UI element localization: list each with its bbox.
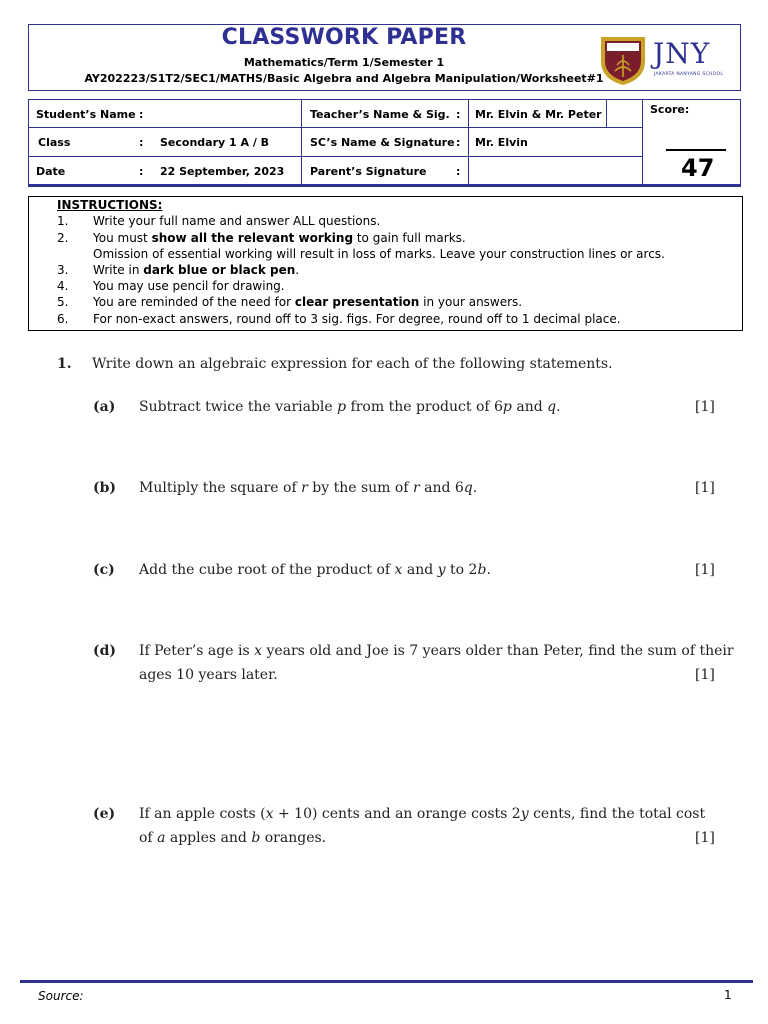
footer-divider xyxy=(20,980,753,983)
worksheet-code: AY202223/S1T2/SEC1/MATHS/Basic Algebra and Algebra Manipulation/Worksheet#1 xyxy=(84,72,604,85)
part-d-label: (d) xyxy=(93,643,117,659)
question-number: 1. xyxy=(57,356,72,372)
part-a-mark: [1] xyxy=(695,399,715,415)
part-b-label: (b) xyxy=(93,480,117,496)
part-e-text-line1: If an apple costs (x + 10) cents and an orange costs 2y cents, find the total cost xyxy=(139,806,706,822)
subject-line: Mathematics/Term 1/Semester 1 xyxy=(243,56,445,69)
source-label: Source: xyxy=(38,989,84,1003)
part-a-label: (a) xyxy=(93,399,116,415)
logo-text: JNY xyxy=(653,37,711,70)
part-d-text-line2: ages 10 years later. xyxy=(139,667,278,683)
colon: : xyxy=(456,136,461,149)
date-label: Date xyxy=(36,165,66,178)
parent-signature-label: Parent’s Signature xyxy=(310,165,427,178)
page-title: CLASSWORK PAPER xyxy=(221,25,467,50)
date-value: 22 September, 2023 xyxy=(160,165,285,178)
part-d-mark: [1] xyxy=(695,667,715,683)
page-number: 1 xyxy=(724,988,732,1002)
instructions-heading: INSTRUCTIONS: xyxy=(57,198,163,212)
colon: : xyxy=(456,108,461,121)
colon: : xyxy=(139,165,144,178)
sc-value: Mr. Elvin xyxy=(475,136,528,149)
school-logo xyxy=(599,31,739,87)
class-label: Class xyxy=(38,136,71,149)
score-value: 47 xyxy=(681,154,715,182)
colon: : xyxy=(139,136,144,149)
part-e-label: (e) xyxy=(93,806,116,822)
part-c-text: Add the cube root of the product of x and y to 2b. xyxy=(139,562,491,578)
part-e-mark: [1] xyxy=(695,830,715,846)
class-value: Secondary 1 A / B xyxy=(160,136,270,149)
logo-subtext: JAKARTA NANYANG SCHOOL xyxy=(654,72,724,77)
question-stem: Write down an algebraic expression for each of the following statements. xyxy=(92,356,613,372)
part-b-mark: [1] xyxy=(695,480,715,496)
student-info-table xyxy=(28,99,741,187)
teacher-label: Teacher’s Name & Sig. xyxy=(310,108,450,121)
colon: : xyxy=(139,108,144,121)
student-name-label: Student’s Name xyxy=(36,108,136,121)
instructions-box: INSTRUCTIONS: 1. Write your full name and answer ALL questions. 2. You must show all the relevant working to gain full marks. Omission of essential working will result in loss of marks. Leave your construction lines or arcs. 3. Write in dark blue or black pen. 4. You may use pencil for drawing. 5. You are reminded of the need for clear presentation in your answers. 6. For non-exact answers, round off to 3 sig. figs. For degree, round off to 1 decimal place. xyxy=(28,196,743,331)
teacher-value: Mr. Elvin & Mr. Peter xyxy=(475,108,602,121)
part-c-mark: [1] xyxy=(695,562,715,578)
part-a-text: Subtract twice the variable p from the product of 6p and q. xyxy=(139,399,561,415)
header-box xyxy=(28,24,741,91)
score-label: Score: xyxy=(650,103,690,116)
part-e-text-line2: of a apples and b oranges. xyxy=(139,830,327,846)
part-b-text: Multiply the square of r by the sum of r and 6q. xyxy=(139,480,478,496)
colon: : xyxy=(456,165,461,178)
part-d-text-line1: If Peter’s age is x years old and Joe is 7 years older than Peter, find the sum of their xyxy=(139,643,734,659)
part-c-label: (c) xyxy=(93,562,115,578)
sc-label: SC’s Name & Signature xyxy=(310,136,455,149)
